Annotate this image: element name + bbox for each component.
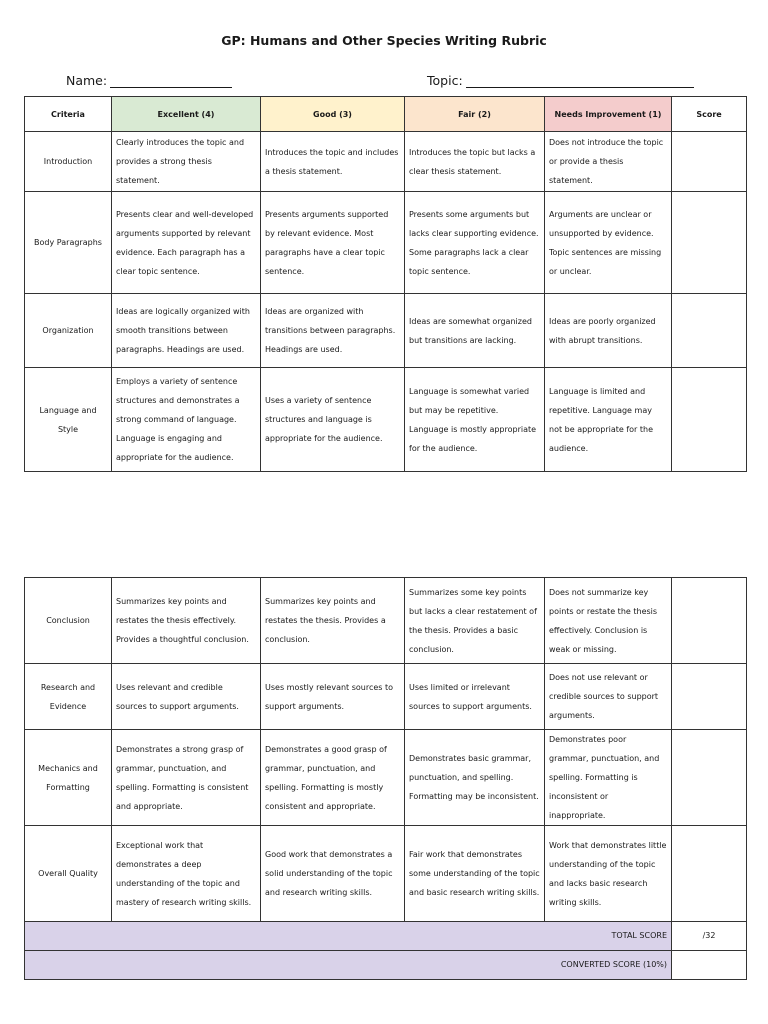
table-row bbox=[25, 294, 747, 368]
good-cell: Presents arguments supported by relevant evidence. Most paragraphs have a clear topic sentence. bbox=[261, 192, 405, 294]
excellent-cell: Clearly introduces the topic and provides a strong thesis statement. bbox=[112, 132, 261, 192]
criteria-cell: Introduction bbox=[25, 132, 112, 192]
fair-cell: Introduces the topic but lacks a clear thesis statement. bbox=[405, 132, 545, 192]
header-criteria: Criteria bbox=[25, 97, 112, 132]
criteria-cell: Mechanics and Formatting bbox=[25, 730, 112, 826]
score-cell[interactable] bbox=[672, 132, 747, 192]
page-title: GP: Humans and Other Species Writing Rubric bbox=[221, 33, 547, 48]
good-cell: Demonstrates a good grasp of grammar, punctuation, and spelling. Formatting is mostly consistent and appropriate. bbox=[261, 730, 405, 826]
header-fair: Fair (2) bbox=[405, 97, 545, 132]
score-cell[interactable] bbox=[672, 578, 747, 664]
table-row bbox=[25, 192, 747, 294]
rubric-table-page-1 bbox=[24, 96, 747, 472]
needs-improvement-cell: Language is limited and repetitive. Language may not be appropriate for the audience. bbox=[545, 368, 672, 472]
good-cell: Introduces the topic and includes a thesis statement. bbox=[261, 132, 405, 192]
needs-improvement-cell: Arguments are unclear or unsupported by evidence. Topic sentences are missing or unclear. bbox=[545, 192, 672, 294]
criteria-cell: Conclusion bbox=[25, 578, 112, 664]
fair-cell: Presents some arguments but lacks clear supporting evidence. Some paragraphs lack a clear topic sentence. bbox=[405, 192, 545, 294]
good-cell: Uses mostly relevant sources to support arguments. bbox=[261, 664, 405, 730]
total-score-value[interactable]: /32 bbox=[672, 922, 747, 951]
table-row bbox=[25, 664, 747, 730]
excellent-cell: Exceptional work that demonstrates a deep understanding of the topic and mastery of research writing skills. bbox=[112, 826, 261, 922]
criteria-cell: Research and Evidence bbox=[25, 664, 112, 730]
total-score-label: TOTAL SCORE bbox=[25, 922, 672, 951]
criteria-cell: Body Paragraphs bbox=[25, 192, 112, 294]
needs-improvement-cell: Does not introduce the topic or provide a thesis statement. bbox=[545, 132, 672, 192]
score-cell[interactable] bbox=[672, 826, 747, 922]
header-needs-improvement: Needs Improvement (1) bbox=[545, 97, 672, 132]
criteria-cell: Organization bbox=[25, 294, 112, 368]
criteria-cell: Language and Style bbox=[25, 368, 112, 472]
header-row bbox=[25, 97, 747, 132]
rubric-table-page-2 bbox=[24, 577, 747, 980]
score-cell[interactable] bbox=[672, 368, 747, 472]
excellent-cell: Employs a variety of sentence structures and demonstrates a strong command of language. Language is engaging and appropriate for the audience. bbox=[112, 368, 261, 472]
fair-cell: Summarizes some key points but lacks a clear restatement of the thesis. Provides a basic conclusion. bbox=[405, 578, 545, 664]
table-row bbox=[25, 730, 747, 826]
table-row bbox=[25, 368, 747, 472]
needs-improvement-cell: Does not use relevant or credible sources to support arguments. bbox=[545, 664, 672, 730]
score-cell[interactable] bbox=[672, 192, 747, 294]
excellent-cell: Ideas are logically organized with smooth transitions between paragraphs. Headings are used. bbox=[112, 294, 261, 368]
excellent-cell: Uses relevant and credible sources to support arguments. bbox=[112, 664, 261, 730]
fair-cell: Language is somewhat varied but may be repetitive. Language is mostly appropriate for the audience. bbox=[405, 368, 545, 472]
fair-cell: Fair work that demonstrates some understanding of the topic and basic research writing skills. bbox=[405, 826, 545, 922]
score-cell[interactable] bbox=[672, 664, 747, 730]
converted-score-row bbox=[25, 951, 747, 980]
header-good: Good (3) bbox=[261, 97, 405, 132]
name-field bbox=[66, 73, 232, 88]
header-score: Score bbox=[672, 97, 747, 132]
score-cell[interactable] bbox=[672, 294, 747, 368]
needs-improvement-cell: Does not summarize key points or restate the thesis effectively. Conclusion is weak or missing. bbox=[545, 578, 672, 664]
table-row bbox=[25, 578, 747, 664]
excellent-cell: Demonstrates a strong grasp of grammar, punctuation, and spelling. Formatting is consistent and appropriate. bbox=[112, 730, 261, 826]
converted-score-label: CONVERTED SCORE (10%) bbox=[25, 951, 672, 980]
criteria-cell: Overall Quality bbox=[25, 826, 112, 922]
good-cell: Summarizes key points and restates the thesis. Provides a conclusion. bbox=[261, 578, 405, 664]
good-cell: Good work that demonstrates a solid understanding of the topic and research writing skills. bbox=[261, 826, 405, 922]
good-cell: Uses a variety of sentence structures and language is appropriate for the audience. bbox=[261, 368, 405, 472]
table-row bbox=[25, 826, 747, 922]
header-excellent: Excellent (4) bbox=[112, 97, 261, 132]
name-blank[interactable] bbox=[110, 75, 232, 88]
table-row bbox=[25, 132, 747, 192]
needs-improvement-cell: Demonstrates poor grammar, punctuation, and spelling. Formatting is inconsistent or inappropriate. bbox=[545, 730, 672, 826]
name-label: Name: bbox=[66, 73, 108, 88]
topic-label: Topic: bbox=[427, 73, 463, 88]
fair-cell: Uses limited or irrelevant sources to support arguments. bbox=[405, 664, 545, 730]
topic-blank[interactable] bbox=[466, 75, 694, 88]
good-cell: Ideas are organized with transitions between paragraphs. Headings are used. bbox=[261, 294, 405, 368]
total-score-row bbox=[25, 922, 747, 951]
needs-improvement-cell: Work that demonstrates little understanding of the topic and lacks basic research writing skills. bbox=[545, 826, 672, 922]
excellent-cell: Presents clear and well-developed arguments supported by relevant evidence. Each paragraph has a clear topic sentence. bbox=[112, 192, 261, 294]
converted-score-value[interactable] bbox=[672, 951, 747, 980]
needs-improvement-cell: Ideas are poorly organized with abrupt transitions. bbox=[545, 294, 672, 368]
topic-field bbox=[427, 73, 694, 88]
fair-cell: Ideas are somewhat organized but transitions are lacking. bbox=[405, 294, 545, 368]
score-cell[interactable] bbox=[672, 730, 747, 826]
excellent-cell: Summarizes key points and restates the thesis effectively. Provides a thoughtful conclusion. bbox=[112, 578, 261, 664]
fair-cell: Demonstrates basic grammar, punctuation, and spelling. Formatting may be inconsistent. bbox=[405, 730, 545, 826]
